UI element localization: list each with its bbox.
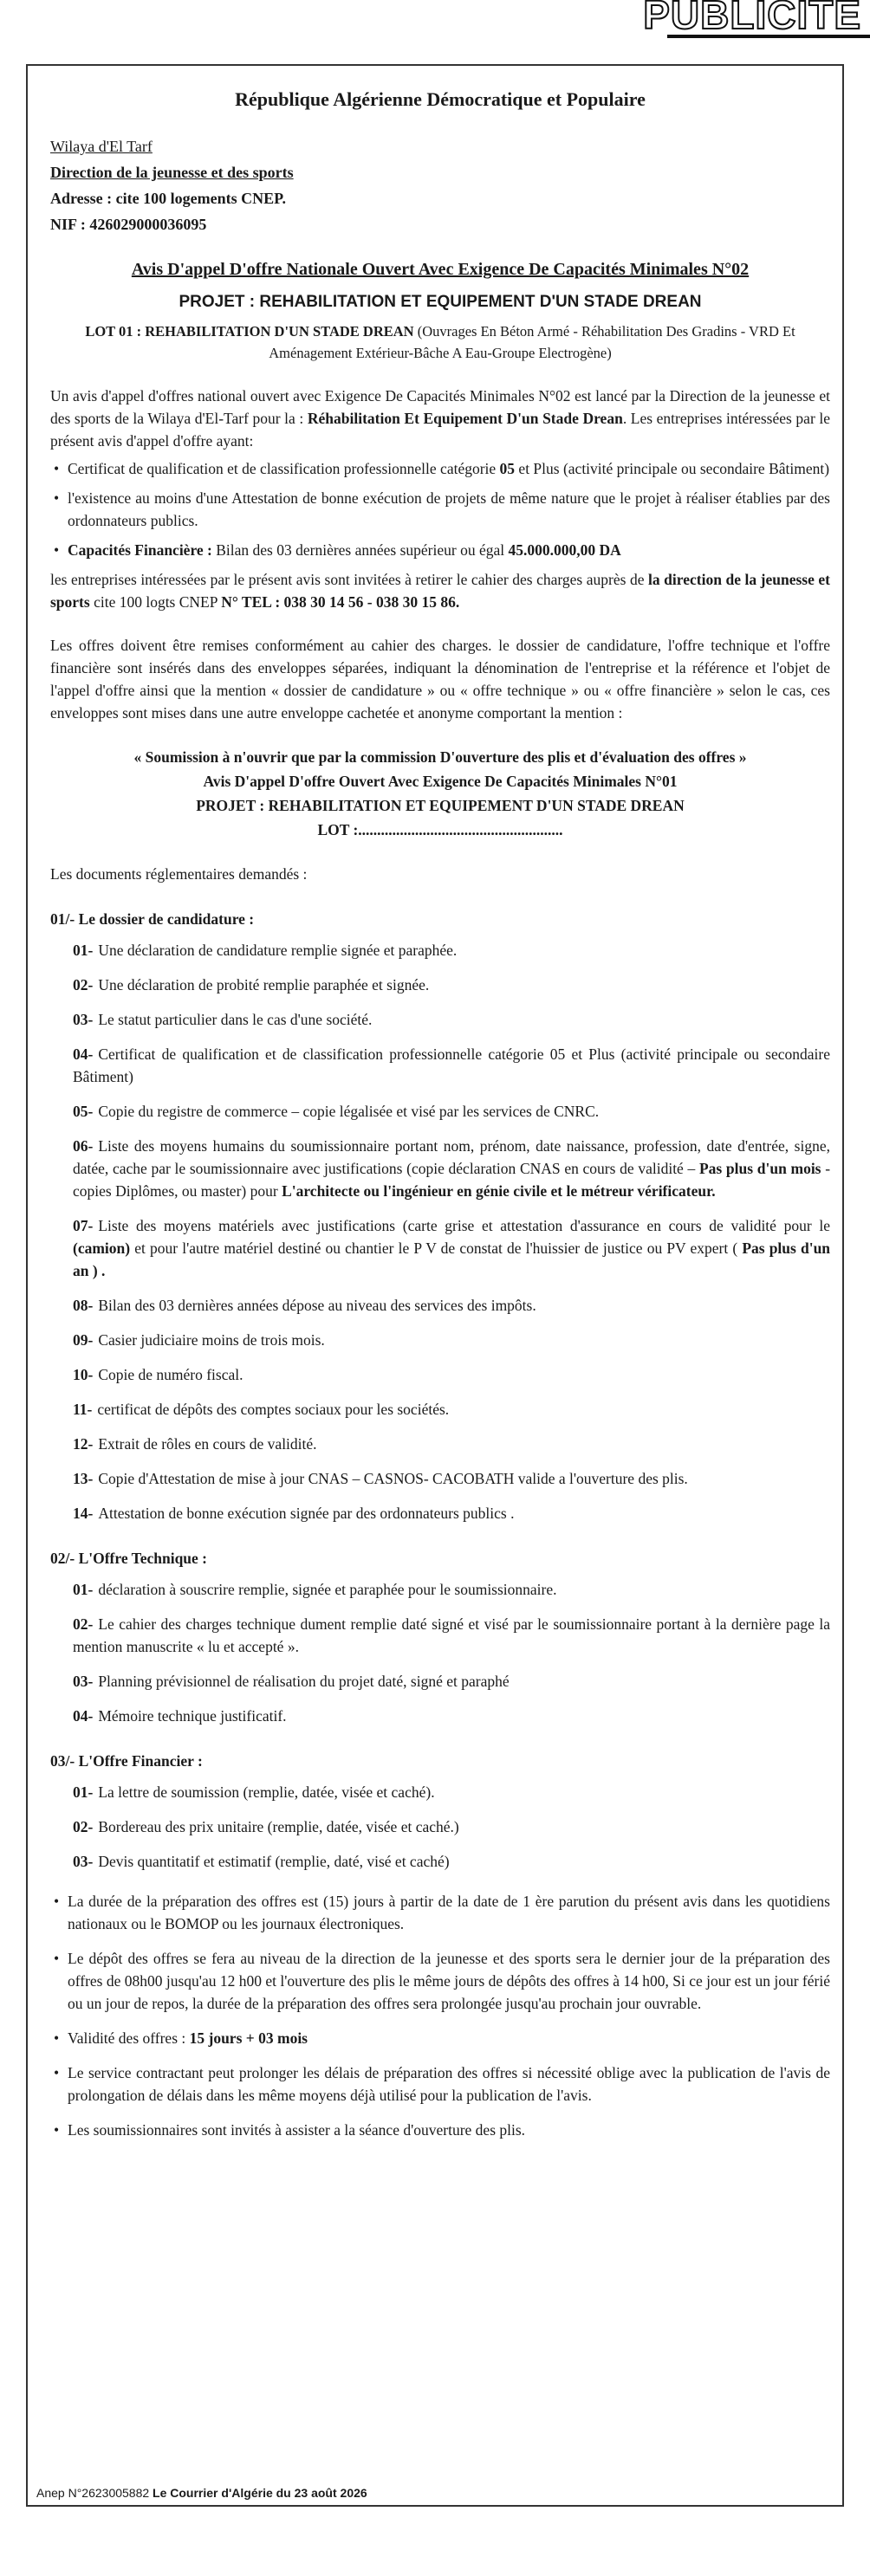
lot-line	[50, 320, 830, 364]
list-item: 01- La lettre de soumission (remplie, datée, visée et caché).	[73, 1783, 435, 1801]
intro-tail: . Les entreprises intéressées par le présent avis d'appel d'offre ayant:	[50, 410, 830, 450]
avis-title: Avis D'appel D'offre Nationale Ouvert Avec Exigence De Capacités Minimales N°02	[131, 260, 750, 279]
mention-line-2: Avis D'appel D'offre Ouvert Avec Exigence De Capacités Minimales N°01	[203, 773, 678, 790]
list-item: 04- Mémoire technique justificatif.	[73, 1707, 287, 1725]
list-item: 01- déclaration à souscrire remplie, signée et paraphée pour le soumissionnaire.	[73, 1581, 557, 1598]
list-item: 09- Casier judiciaire moins de trois mois.	[73, 1331, 325, 1349]
mention-line-1: « Soumission à n'ouvrir que par la commission D'ouverture des plis et d'évaluation des offres »	[133, 748, 747, 766]
list-item: 05- Copie du registre de commerce – copie légalisée et visé par les services de CNRC.	[73, 1103, 600, 1120]
intro-bold: Réhabilitation Et Equipement D'un Stade Drean	[307, 410, 623, 427]
final-point: • Les soumissionnaires sont invités à assister a la séance d'ouverture des plis.	[50, 2119, 830, 2141]
final-point: • Le service contractant peut prolonger les délais de préparation des offres si nécessité oblige avec la publication de l'avis de prolongation de délais dans les même moyens déjà utilisé pour la publication de l'avis.	[50, 2061, 830, 2107]
list-item: 02- Une déclaration de probité remplie paraphée et signée.	[73, 976, 430, 994]
lot-label: LOT 01 : REHABILITATION D'UN STADE DREAN	[85, 323, 414, 340]
list-item: 06- Liste des moyens humains du soumissionnaire portant nom, prénom, date naissance, profession, date d'entrée, signe, datée, cache par le soumissionnaire avec justifications (copie déclaration CNAS en cours de validité – Pas plus d'un mois - copies Diplômes, ou master) pour L'architecte ou l'ingénieur en génie civile et le métreur vérificateur.	[73, 1137, 831, 1200]
anep-number: Anep N°2623005882	[36, 2486, 150, 2500]
list-item: 03- Devis quantitatif et estimatif (remplie, daté, visé et caché)	[73, 1853, 450, 1870]
publication-line: Le Courrier d'Algérie du 23 août 2026	[153, 2486, 367, 2500]
final-point: • Validité des offres : 15 jours + 03 mois	[50, 2027, 830, 2049]
intro-text: Un avis d'appel d'offres national ouvert avec Exigence De Capacités Minimales N°02 est lancé par la Direction de la jeunesse et des sports de la Wilaya d'El-Tarf pour la :	[50, 387, 830, 427]
publicite-header	[643, 0, 870, 38]
final-point: • La durée de la préparation des offres est (15) jours à partir de la date de 1 ère parution du présent avis dans les quotidiens nationaux ou le BOMOP ou les journaux électroniques.	[50, 1890, 830, 1935]
list-item: 04- Certificat de qualification et de classification professionnelle catégorie 05 et Plus (activité principale ou secondaire Bâtiment)	[73, 1045, 830, 1085]
list-item: 07- Liste des moyens matériels avec justifications (carte grise et attestation d'assurance en cours de validité pour le (camion) et pour l'autre matériel destiné ou chantier le P V de constat de l'huissier de justice ou PV expert ( Pas plus d'un an ) .	[73, 1217, 831, 1279]
retrait-paragraph: les entreprises intéressées par le présent avis sont invitées à retirer le cahier des charges auprès de la direction de la jeunesse et sports cite 100 logts CNEP N° TEL : 038 30 14 56 - 038 30 15 86.	[50, 571, 831, 611]
section-financier-title: 03/- L'Offre Financier :	[50, 1752, 203, 1770]
list-item: 02- Bordereau des prix unitaire (remplie, datée, visée et caché.)	[73, 1818, 459, 1835]
candidature-list	[50, 939, 830, 1524]
mention-line-4: LOT :......................................................	[317, 821, 563, 838]
final-point: • Le dépôt des offres se fera au niveau de la direction de la jeunesse et des sports sera le dernier jour de la préparation des offres de 08h00 jusqu'au 12 h00 et l'ouverture des plis le même jours de dépôts des offres à 14 h00, Si ce jour est un jour férié ou un jour de repos, la durée de la préparation des offres sera prolongée jusqu'au prochain jour ouvrable.	[50, 1947, 830, 2015]
final-points-list	[50, 1890, 830, 2141]
technique-list	[50, 1578, 830, 1727]
wilaya-line: Wilaya d'El Tarf	[50, 138, 153, 155]
list-item: 12- Extrait de rôles en cours de validité.	[73, 1435, 317, 1453]
intro-paragraph	[50, 385, 830, 452]
address-line: Adresse : cite 100 logements CNEP.	[50, 190, 286, 207]
list-item: 02- Le cahier des charges technique dument remplie daté signé et visé par le soumissionnaire portant à la dernière page la mention manuscrite « lu et accepté ».	[73, 1615, 830, 1655]
condition-item: • Capacités Financière : Bilan des 03 dernières années supérieur ou égal 45.000.000,00 DA	[50, 539, 830, 561]
docs-intro: Les documents réglementaires demandés :	[50, 865, 308, 883]
section-candidature-title: 01/- Le dossier de candidature :	[50, 910, 255, 928]
list-item: 03- Le statut particulier dans le cas d'une société.	[73, 1011, 373, 1028]
list-item: 10- Copie de numéro fiscal.	[73, 1366, 243, 1383]
condition-item: • Certificat de qualification et de classification professionnelle catégorie 05 et Plus (activité principale ou secondaire Bâtiment)	[50, 457, 830, 480]
list-item: 13- Copie d'Attestation de mise à jour CNAS – CASNOS- CACOBATH valide a l'ouverture des plis.	[73, 1470, 688, 1487]
direction-line: Direction de la jeunesse et des sports	[50, 164, 294, 181]
mention-line-3: PROJET : REHABILITATION ET EQUIPEMENT D'UN STADE DREAN	[196, 797, 685, 814]
mention-block	[50, 745, 830, 842]
condition-item: • l'existence au moins d'une Attestation de bonne exécution de projets de même nature que le projet à réaliser établies par des ordonnateurs publics.	[50, 487, 830, 532]
financier-list	[50, 1781, 830, 1873]
list-item: 01- Une déclaration de candidature remplie signée et paraphée.	[73, 942, 458, 959]
list-item: 11- certificat de dépôts des comptes sociaux pour les sociétés.	[73, 1401, 450, 1418]
list-item: 08- Bilan des 03 dernières années dépose au niveau des services des impôts.	[73, 1297, 536, 1314]
conditions-list	[50, 457, 830, 561]
notice-content	[50, 80, 830, 2153]
list-item: 14- Attestation de bonne exécution signée par des ordonnateurs publics .	[73, 1505, 515, 1522]
offers-paragraph: Les offres doivent être remises conformément au cahier des charges. le dossier de candidature, l'offre technique et l'offre financière sont insérés dans des enveloppes séparées, indiquant la dénomination de l'entreprise et la référence et l'objet de l'appel d'offre ainsi que la mention « dossier de candidature » ou « offre technique » ou « offre financière » selon le cas, ces enveloppes sont mises dans une autre enveloppe cachetée et anonyme comportant la mention :	[50, 637, 830, 722]
list-item: 03- Planning prévisionnel de réalisation du projet daté, signé et paraphé	[73, 1673, 510, 1690]
footer	[36, 2486, 367, 2500]
publicite-label: PUBLICITE	[643, 0, 861, 37]
nif-line: NIF : 426029000036095	[50, 216, 207, 233]
lot-detail: (Ouvrages En Béton Armé - Réhabilitation Des Gradins - VRD Et Aménagement Extérieur-Bâche A Eau-Groupe Electrogène)	[269, 323, 795, 361]
republic-heading: République Algérienne Démocratique et Populaire	[235, 88, 646, 110]
section-technique-title: 02/- L'Offre Technique :	[50, 1550, 208, 1567]
project-title: PROJET : REHABILITATION ET EQUIPEMENT D'UN STADE DREAN	[179, 293, 702, 311]
